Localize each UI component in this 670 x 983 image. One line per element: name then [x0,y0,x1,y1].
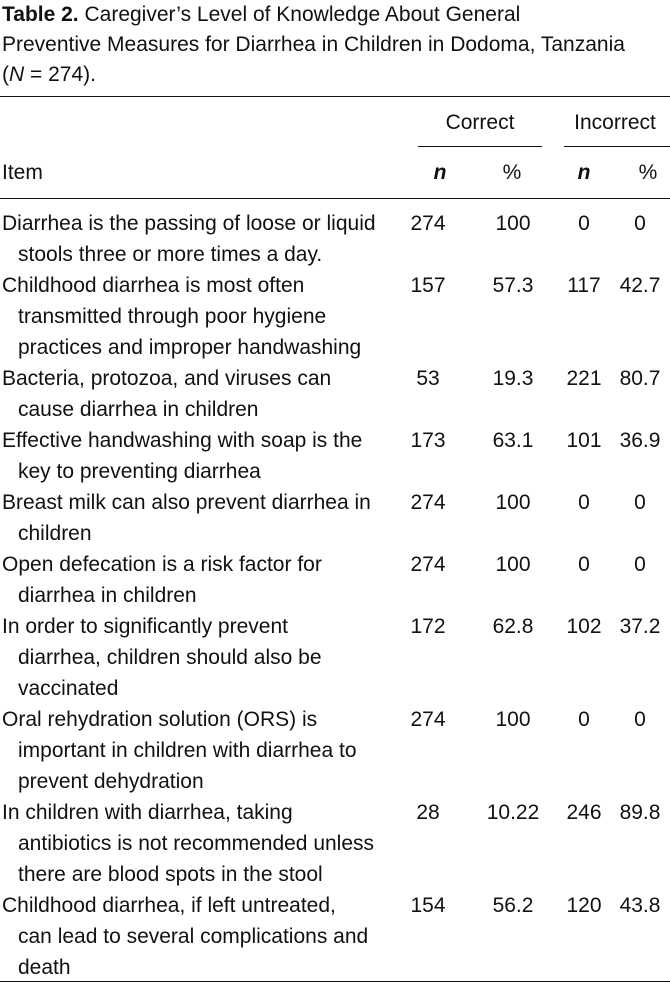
row-item-text [0,363,400,425]
table-row [0,797,670,890]
cell-correct-n: 154 [410,894,446,917]
row-item-line: Bacteria, protozoa, and viruses can [2,367,332,390]
table-row [0,704,670,797]
row-item-line: key to preventing diarrhea [18,460,261,483]
row-item-line: death [18,956,71,979]
cell-incorrect-pct: 42.7 [619,274,661,297]
row-item-line: can lead to several complications and [18,925,369,948]
caption-line-3-open: ( [2,63,9,86]
cell-incorrect-pct: 0 [634,708,646,731]
cell-correct-n: 173 [410,429,446,452]
row-item-line: children [18,522,92,545]
cell-correct-n: 172 [410,615,446,638]
row-item-line: In children with diarrhea, taking [2,801,293,824]
table-body [0,208,670,983]
cell-incorrect-pct: 36.9 [619,429,661,452]
row-item-line: diarrhea in children [18,584,197,607]
cell-correct-pct: 100 [495,553,531,576]
row-item-line: vaccinated [18,677,119,700]
cell-correct-n: 274 [410,553,446,576]
row-item-line: Childhood diarrhea, if left untreated, [2,894,336,917]
cell-correct-n: 274 [410,212,446,235]
table-row [0,487,670,549]
row-item-line: prevent dehydration [18,770,204,793]
row-item-line: there are blood spots in the stool [18,863,323,886]
column-header-incorrect-n: n [577,161,591,184]
bottom-rule [0,981,670,982]
cell-incorrect-n: 117 [567,274,601,297]
cell-incorrect-pct: 0 [634,553,646,576]
cell-correct-pct: 56.2 [492,894,534,917]
group-header-correct: Correct [445,111,515,134]
column-header-correct-pct: % [502,161,522,184]
row-item-line: transmitted through poor hygiene [18,305,327,328]
cell-correct-pct: 63.1 [492,429,534,452]
cell-incorrect-pct: 43.8 [619,894,661,917]
row-item-line: Breast milk can also prevent diarrhea in [2,491,371,514]
cell-incorrect-n: 120 [566,894,602,917]
group-rule-correct [418,146,542,147]
table-row [0,425,670,487]
top-rule [0,96,670,97]
row-item-line: practices and improper handwashing [18,336,362,359]
row-item-text [0,704,400,797]
cell-incorrect-n: 102 [566,615,602,638]
cell-correct-pct: 100 [495,491,531,514]
row-item-line: In order to significantly prevent [2,615,288,638]
column-header-correct-n: n [433,161,447,184]
cell-correct-n: 28 [416,801,440,824]
caption-line-1: Caregiver’s Level of Knowledge About General [78,3,521,26]
cell-correct-n: 274 [410,708,446,731]
row-item-line: Open defecation is a risk factor for [2,553,322,576]
table-row [0,363,670,425]
cell-incorrect-pct: 80.7 [619,367,661,390]
caption-line-3-rest: = 274). [24,63,96,86]
table-caption [2,0,670,90]
cell-incorrect-n: 0 [578,491,590,514]
row-item-line: Effective handwashing with soap is the [2,429,363,452]
row-item-text [0,549,400,611]
cell-incorrect-n: 246 [566,801,602,824]
row-item-text [0,797,400,890]
cell-incorrect-pct: 89.8 [619,801,661,824]
row-item-line: Oral rehydration solution (ORS) is [2,708,318,731]
cell-correct-n: 157 [410,274,446,297]
cell-incorrect-pct: 37.2 [619,615,661,638]
cell-incorrect-n: 101 [566,429,602,452]
table-label: Table 2. [2,3,79,26]
cell-incorrect-n: 221 [566,367,602,390]
table-row [0,270,670,363]
cell-correct-pct: 19.3 [492,367,534,390]
cell-correct-pct: 100 [495,212,531,235]
cell-correct-pct: 57.3 [492,274,534,297]
row-item-line: diarrhea, children should also be [18,646,322,669]
column-header-item: Item [2,161,43,184]
cell-correct-pct: 62.8 [492,615,534,638]
cell-incorrect-pct: 0 [634,212,646,235]
row-item-line: cause diarrhea in children [18,398,259,421]
caption-n-symbol: N [9,63,25,86]
row-item-text [0,425,400,487]
row-item-line: Diarrhea is the passing of loose or liquid [2,212,376,235]
cell-incorrect-n: 0 [578,708,590,731]
row-item-line: stools three or more times a day. [18,243,323,266]
cell-incorrect-pct: 0 [634,491,646,514]
cell-correct-pct: 10.22 [486,801,540,824]
row-item-text [0,611,400,704]
group-rule-incorrect [564,146,670,147]
table-row [0,890,670,983]
row-item-line: antibiotics is not recommended unless [18,832,375,855]
cell-incorrect-n: 0 [578,212,590,235]
row-item-text [0,890,400,983]
group-header-incorrect: Incorrect [574,111,656,134]
table-row [0,549,670,611]
row-item-text [0,270,400,363]
row-item-text [0,208,400,270]
cell-correct-n: 274 [410,491,446,514]
cell-correct-n: 53 [416,367,440,390]
cell-correct-pct: 100 [495,708,531,731]
table-row [0,208,670,270]
row-item-line: Childhood diarrhea is most often [2,274,305,297]
row-item-text [0,487,400,549]
header-rule [0,198,670,199]
caption-line-2: Preventive Measures for Diarrhea in Children in Dodoma, Tanzania [2,33,625,56]
table-row [0,611,670,704]
column-header-incorrect-pct: % [638,161,658,184]
cell-incorrect-n: 0 [578,553,590,576]
row-item-line: important in children with diarrhea to [18,739,357,762]
